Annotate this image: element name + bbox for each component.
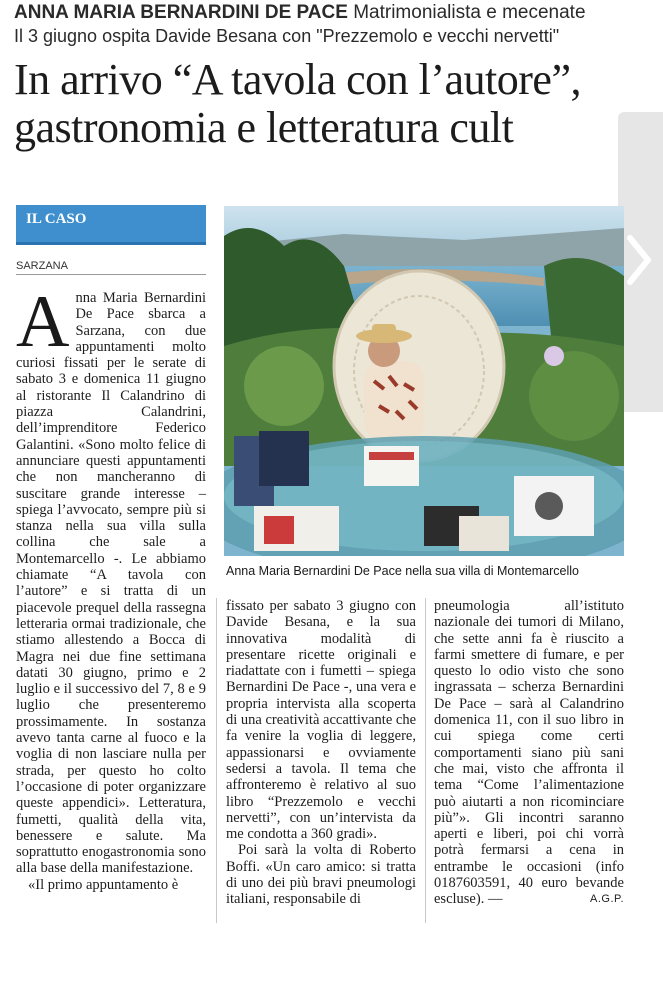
kicker [14,2,644,24]
next-page-tab[interactable] [618,112,663,412]
dateline: SARZANA [16,260,206,275]
headline-line-2: gastronomia e letteratura cult [14,103,514,152]
column-divider [216,598,217,923]
article-column-3 [434,598,624,908]
kicker-author: ANNA MARIA BERNARDINI DE PACE [14,2,348,23]
column-divider [425,598,426,923]
author-signature: A.G.P. [590,893,624,906]
article-column-2 [226,598,416,908]
headline-line-1: In arrivo “A tavola con l’autore”, [14,55,581,104]
chevron-right-icon [624,230,654,290]
paragraph-3-start: Poi sarà la volta di Roberto Boffi. «Un caro amico: si tratta di uno dei più bravi pneumologi italiani, responsabile di [226,842,416,908]
kicker-role: Matrimonialista e mecenate [353,2,586,23]
paragraph-2-start: «Il primo appuntamento è [28,876,179,893]
paragraph-2-rest: fissato per sabato 3 giugno con Davide Besana, e la sua innovativa modalità di presentare ricette originali e riadattate con i fumetti – spiega Bernardini De Pace -, una vera e propria intervista alla scoperta di una creatività accattivante che fa venire la voglia di leggere, appassionarsi e ovviamente sedersi a tavola. Il tema che affronteremo è relativo al suo libro “Prezzemolo e vecchi nervetti”, con un’intervista da me condotta a 360 gradi». [226,598,417,843]
paragraph-3-rest: pneumologia all’istituto nazionale dei tumori di Milano, che sette anni fa è riuscito a farmi smettere di fumare, e per questo lo odio visto che sono ingrassata – scherza Bernardini De Pace – sarà al Calandrino domenica 11, con il suo libro in cui spiega come certi comportamenti siano più sani che mai, visto che affronta il tema “Come l’alimentazione può aiutarti a non ricominciare più”». Gli incontri saranno aperti e liberi, poi chi vorrà potrà fermarsi a cena in entrambe le occasioni (info 0187603591, 40 euro bevande escluse). — [434,598,624,908]
dropcap: A [16,281,70,363]
photo-caption: Anna Maria Bernardini De Pace nella sua villa di Montemarcello [226,564,579,578]
paragraph-1: nna Maria Bernardini De Pace sbarca a Sarzana, con due appuntamenti molto curiosi fissati per le serate di sabato 3 e domenica 11 giugno al ristorante Il Calandrino di piazza Calandrini, dell’imprenditore Federico Galantini. «Sono molto felice di annunciare questi appuntamenti che non mancheranno di suscitare grande interesse – spiega l’avvocato, sempre più si stanza nella sua villa sulla collina che sale a Montemarcello -. Le abbiamo chiamate “A tavola con l’autore” e si tratta di un piacevole prequel della rassegna letteraria ormai tradizionale, che stiamo allestendo a Bocca di Magra nei due fine settimana datati 30 giugno, primo e 2 luglio e il successivo del 7, 8 e 9 luglio che presenteremo prossimamente. In sostanza avevo tanta carne al fuoco e la voglia di non lasciare nulla per strada, per questo ho colto l’occasione di poter organizzare queste appendici». Letteratura, fumetti, qualità della vita, benessere e salute. Ma soprattutto enogastronomia sono alla base della manifestazione. [16,290,206,877]
subkicker: Il 3 giugno ospita Davide Besana con "Prezzemolo e vecchi nervetti" [14,26,560,46]
article-column-1 [16,281,206,893]
article-photo [224,206,624,556]
villa-photo-illustration [224,206,624,556]
section-label: IL CASO [16,205,206,245]
headline [14,56,634,152]
